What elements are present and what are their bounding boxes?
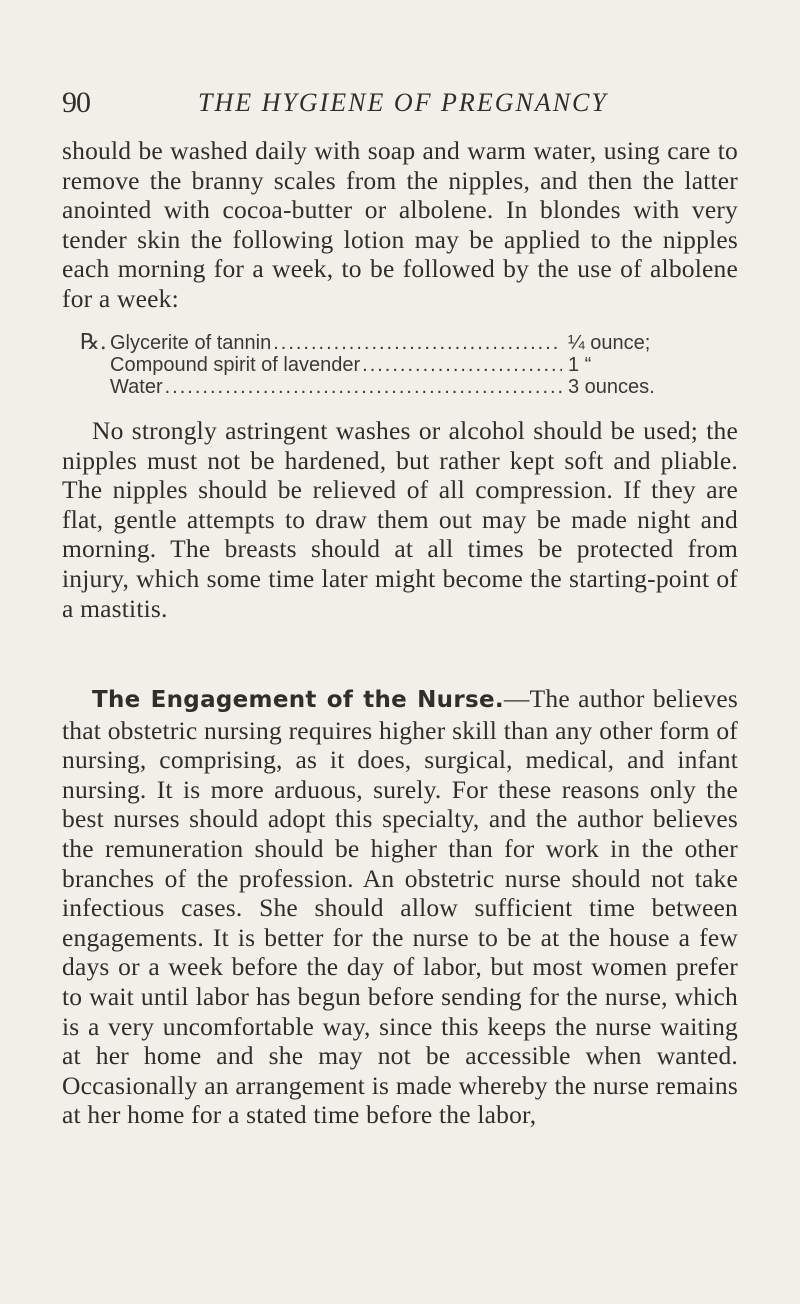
ingredient-quantity: ¼ ounce;	[568, 332, 651, 354]
paragraph-text: No strongly astringent washes or alcohol should be used; the nipples must not be hardened, but rather kept soft and pliable. The nipples should be relieved of all compression. If they are flat, gentle attempts to draw them out may be made night and morning. The breasts should at all times be protected from injury, which some time later might become the starting-point of a mastitis.	[62, 416, 738, 623]
prescription-item	[110, 376, 700, 398]
page-header	[62, 86, 782, 126]
leader-dots	[273, 332, 562, 354]
recipe-symbol: ℞.	[80, 330, 107, 355]
paragraph-continuation	[62, 136, 738, 314]
prescription-item	[110, 332, 700, 354]
ingredient-quantity: 1 “	[568, 354, 592, 376]
paragraph-engagement	[62, 684, 738, 1130]
paragraph-body: —The author believes that obstetric nursing requires higher skill than any other form of nursing, comprising, as it does, surgical, medical, and infant nursing. It is more arduous, surely. For these reasons only the best nurses should adopt this specialty, and the author believes the remuneration should be higher than for work in the other branches of the profession. An obstetric nurse should not take infectious cases. She should allow sufficient time between engagements. It is better for the nurse to be at the house a few days or a week before the day of labor, but most women prefer to wait until labor has begun before sending for the nurse, which is a very uncomfortable way, since this keeps the nurse waiting at her home and she may not be accessible when wanted. Occasionally an arrangement is made whereby the nurse remains at her home for a stated time before the labor,	[62, 684, 738, 1130]
ingredient-quantity: 3 ounces.	[568, 376, 655, 398]
leader-dots	[362, 354, 562, 376]
running-head: THE HYGIENE OF PREGNANCY	[198, 88, 608, 117]
page-number: 90	[62, 86, 90, 119]
paragraph-text	[62, 684, 738, 1130]
leader-dots	[165, 376, 562, 398]
section-heading: The Engagement of the Nurse.	[92, 687, 504, 713]
ingredient-name: Compound spirit of lavender	[110, 354, 361, 376]
ingredient-name: Water	[110, 376, 163, 398]
paragraph-text: should be washed daily with soap and warm water, using care to remove the branny scales from the nipples, and then the latter anointed with cocoa-butter or albolene. In blondes with very tender skin the following lotion may be applied to the nipples each morning for a week, to be followed by the use of albolene for a week:	[62, 136, 738, 313]
paragraph-astringent	[62, 416, 738, 623]
prescription-item	[110, 354, 700, 376]
ingredient-name: Glycerite of tannin	[110, 332, 272, 354]
